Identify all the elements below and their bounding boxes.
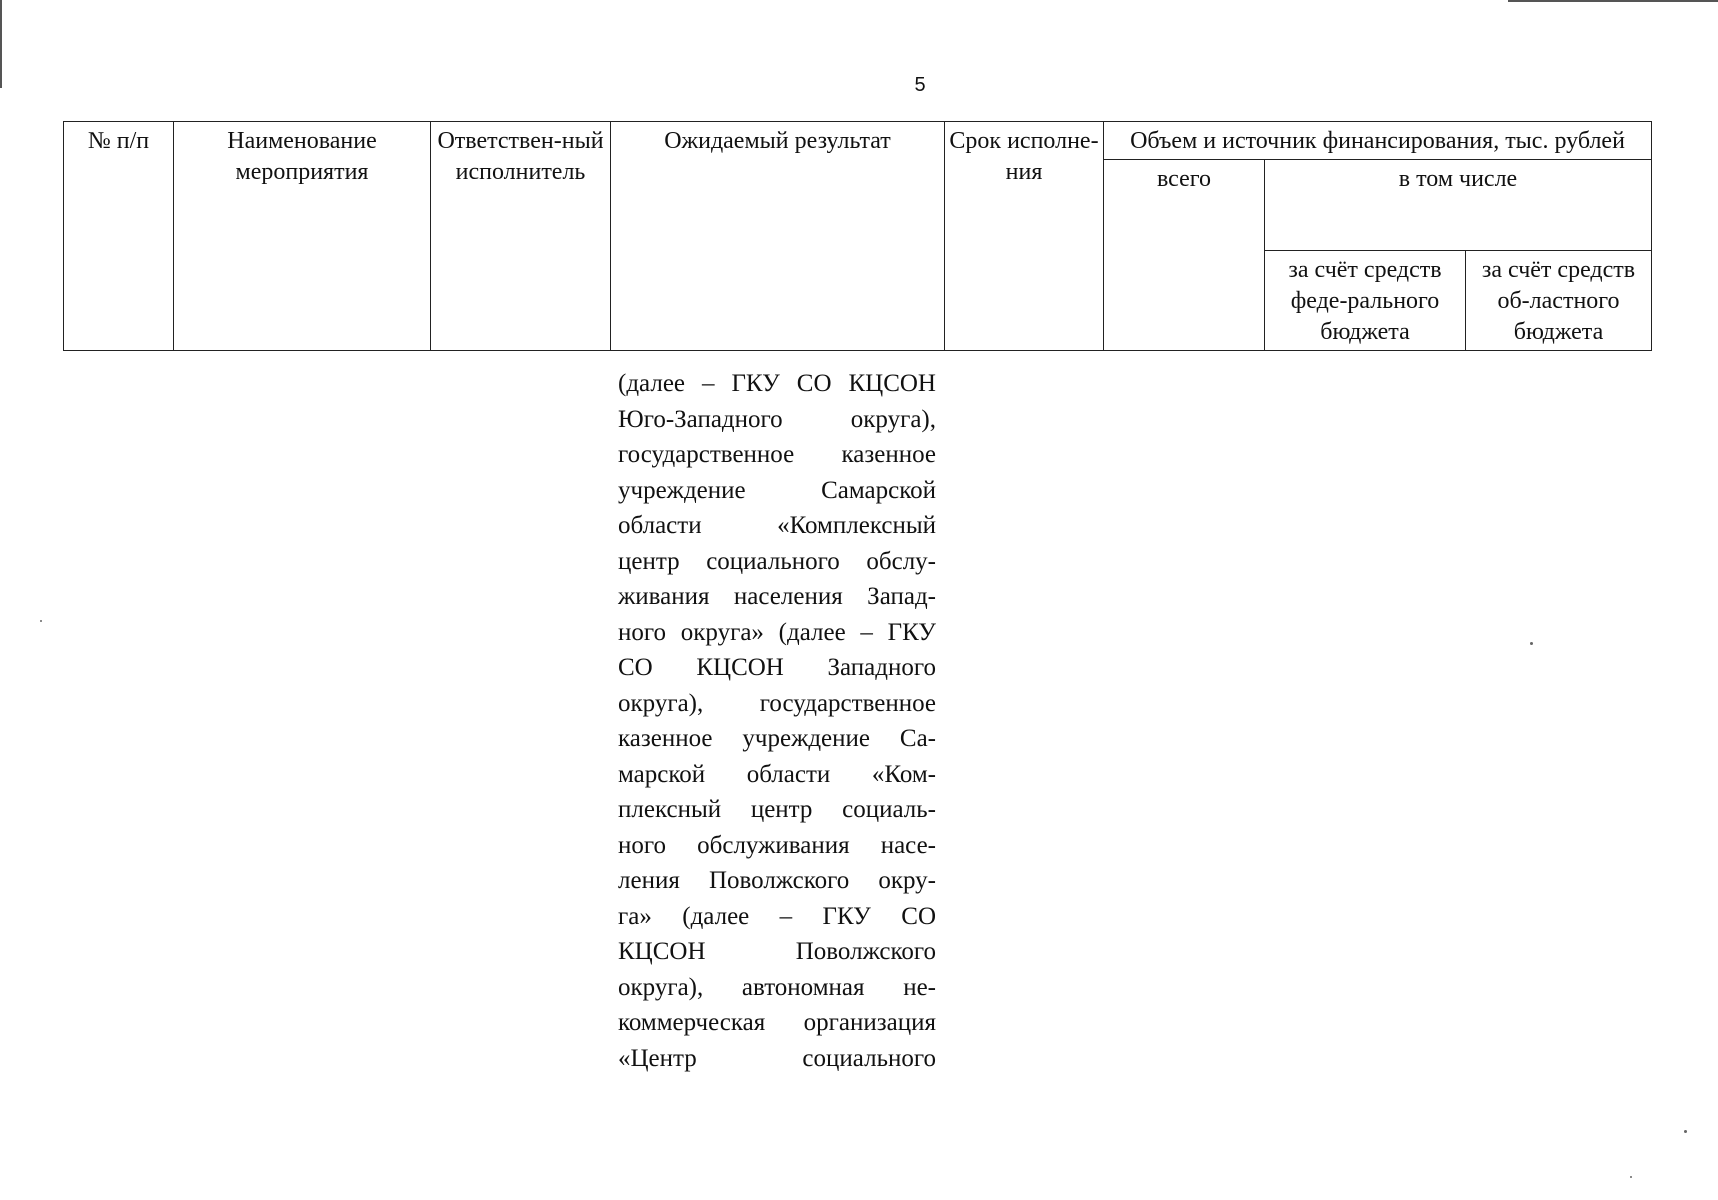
financing-table-header <box>63 121 1652 351</box>
text-line: коммерческая организация <box>618 1009 936 1036</box>
header-federal: за счёт средств феде-рального бюджета <box>1265 251 1466 351</box>
scan-speck <box>1630 1176 1632 1178</box>
header-name: Наименование мероприятия <box>174 122 431 351</box>
text-line: га» (далее – ГКУ СО <box>618 902 936 930</box>
text-line: казенное учреждение Са- <box>618 725 936 752</box>
header-responsible: Ответствен-ный исполнитель <box>431 122 611 351</box>
text-line: ления Поволжского окру- <box>618 867 936 894</box>
text-line: области «Комплексный <box>618 512 936 539</box>
header-deadline: Срок исполне-ния <box>945 122 1104 351</box>
text-line: округа), автономная не- <box>618 973 936 1001</box>
scan-edge-top-right <box>1508 0 1718 2</box>
text-line: плексный центр социаль- <box>618 796 936 823</box>
text-line: ного округа» (далее – ГКУ <box>618 618 936 646</box>
expected-result-text <box>618 366 936 1076</box>
text-line: ного обслуживания насе- <box>618 831 936 859</box>
text-line: государственное казенное <box>618 441 936 468</box>
text-line: (далее – ГКУ СО КЦСОН <box>618 370 936 397</box>
header-total: всего <box>1104 160 1265 351</box>
text-line: округа), государственное <box>618 689 936 717</box>
text-line: СО КЦСОН Западного <box>618 654 936 681</box>
header-including: в том числе <box>1265 160 1652 251</box>
text-line: живания населения Запад- <box>618 583 936 610</box>
text-line: марской области «Ком- <box>618 760 936 788</box>
scan-speck <box>1684 1130 1687 1133</box>
header-result: Ожидаемый результат <box>611 122 945 351</box>
scan-speck <box>40 620 42 622</box>
header-regional: за счёт средств об-ластного бюджета <box>1466 251 1652 351</box>
text-line: КЦСОН Поволжского <box>618 938 936 965</box>
scan-edge-left <box>0 0 2 88</box>
text-line: учреждение Самарской <box>618 476 936 504</box>
scan-speck <box>1530 642 1533 645</box>
text-line: «Центр социального <box>618 1044 936 1072</box>
page-number: 5 <box>914 74 926 96</box>
text-line: Юго-Западного округа), <box>618 405 936 433</box>
header-num: № п/п <box>64 122 174 351</box>
text-line: центр социального обслу- <box>618 547 936 575</box>
header-funding: Объем и источник финансирования, тыс. рублей <box>1104 122 1652 160</box>
